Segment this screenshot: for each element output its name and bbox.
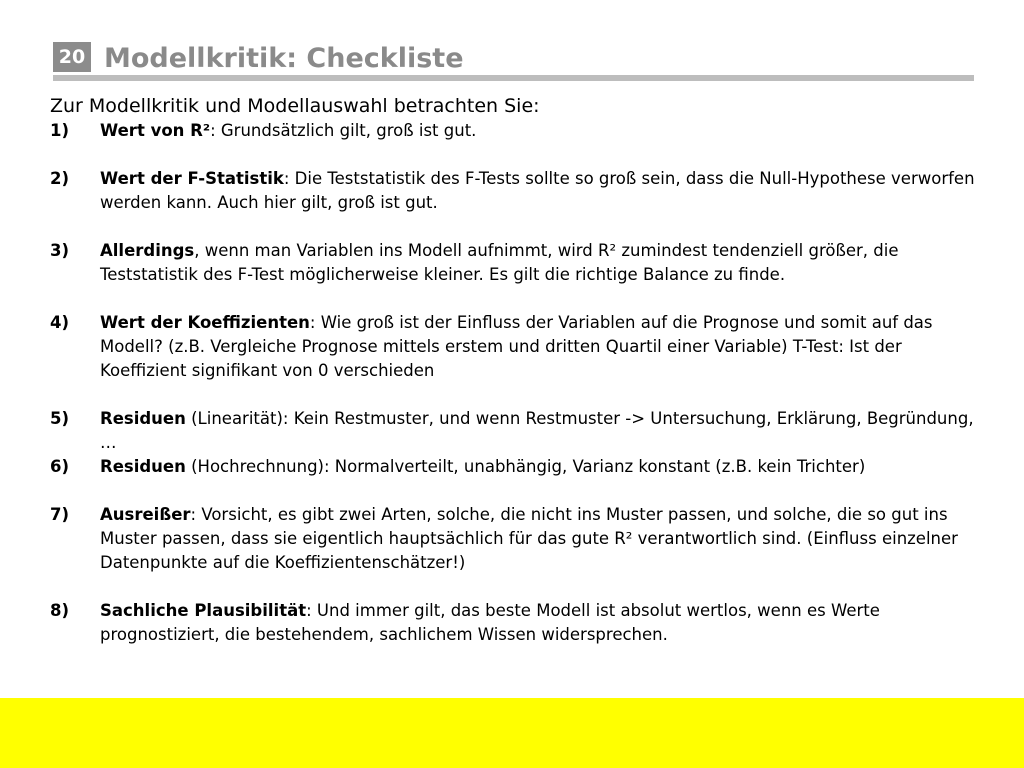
item-text: : Die Teststatistik des F-Tests sollte so groß sein, dass die Null-Hypothese verworfen werden kann. Auch hier gilt, groß ist gut. [100, 169, 975, 212]
item-term: Residuen [100, 409, 186, 428]
checklist [50, 119, 980, 647]
checklist-item-6 [50, 455, 980, 479]
checklist-item-7 [50, 503, 980, 575]
item-body [100, 503, 980, 575]
item-text: : Vorsicht, es gibt zwei Arten, solche, die nicht ins Muster passen, und solche, die so gut ins Muster passen, dass sie eigentlich hauptsächlich für das gute R² verantwortlich sind. (Einfluss einzelner Datenpunkte auf die Koeffizientenschätzer!) [100, 505, 958, 572]
item-text: : Wie groß ist der Einfluss der Variablen auf die Prognose und somit auf das Modell? (z.B. Vergleiche Prognose mittels erstem und dritten Quartil einer Variable) T-Test: Ist der Koeffizient signifikant von 0 verschieden [100, 313, 933, 380]
item-number: 7) [50, 505, 70, 524]
item-term: Residuen [100, 457, 186, 476]
item-term: Wert der Koeffizienten [100, 313, 310, 332]
checklist-item-8 [50, 599, 980, 647]
item-number: 3) [50, 241, 70, 260]
item-text: , wenn man Variablen ins Modell aufnimmt, wird R² zumindest tendenziell größer, die Teststatistik des F-Test möglicherweise kleiner. Es gilt die richtige Balance zu finde. [100, 241, 899, 284]
item-body [100, 167, 980, 215]
item-number: 8) [50, 601, 70, 620]
intro-text: Zur Modellkritik und Modellauswahl betrachten Sie: [50, 95, 540, 117]
item-body [100, 455, 980, 479]
item-number: 4) [50, 313, 70, 332]
item-term: Allerdings [100, 241, 195, 260]
title-underline [53, 75, 974, 81]
item-term: Wert von R² [100, 121, 211, 140]
item-term: Sachliche Plausibilität [100, 601, 307, 620]
item-number: 6) [50, 457, 70, 476]
checklist-item-1 [50, 119, 980, 143]
item-term: Ausreißer [100, 505, 191, 524]
item-body [100, 311, 980, 383]
item-term: Wert der F-Statistik [100, 169, 284, 188]
slide-title: Modellkritik: Checkliste [104, 43, 464, 74]
item-body [100, 407, 980, 455]
item-body [100, 239, 980, 287]
item-text: (Hochrechnung): Normalverteilt, unabhängig, Varianz konstant (z.B. kein Trichter) [185, 457, 866, 476]
item-number: 1) [50, 121, 70, 140]
checklist-item-4 [50, 311, 980, 383]
item-body [100, 119, 980, 143]
checklist-item-5 [50, 407, 980, 455]
item-text: (Linearität): Kein Restmuster, und wenn Restmuster -> Untersuchung, Erklärung, Begründung, … [100, 409, 974, 452]
slide-number-badge: 20 [53, 42, 91, 72]
footer-bar [0, 698, 1024, 768]
checklist-item-3 [50, 239, 980, 287]
item-text: : Und immer gilt, das beste Modell ist absolut wertlos, wenn es Werte prognostiziert, die bestehendem, sachlichem Wissen widersprechen. [100, 601, 880, 644]
item-text: : Grundsätzlich gilt, groß ist gut. [210, 121, 477, 140]
item-body [100, 599, 980, 647]
item-number: 2) [50, 169, 70, 188]
checklist-item-2 [50, 167, 980, 215]
item-number: 5) [50, 409, 70, 428]
